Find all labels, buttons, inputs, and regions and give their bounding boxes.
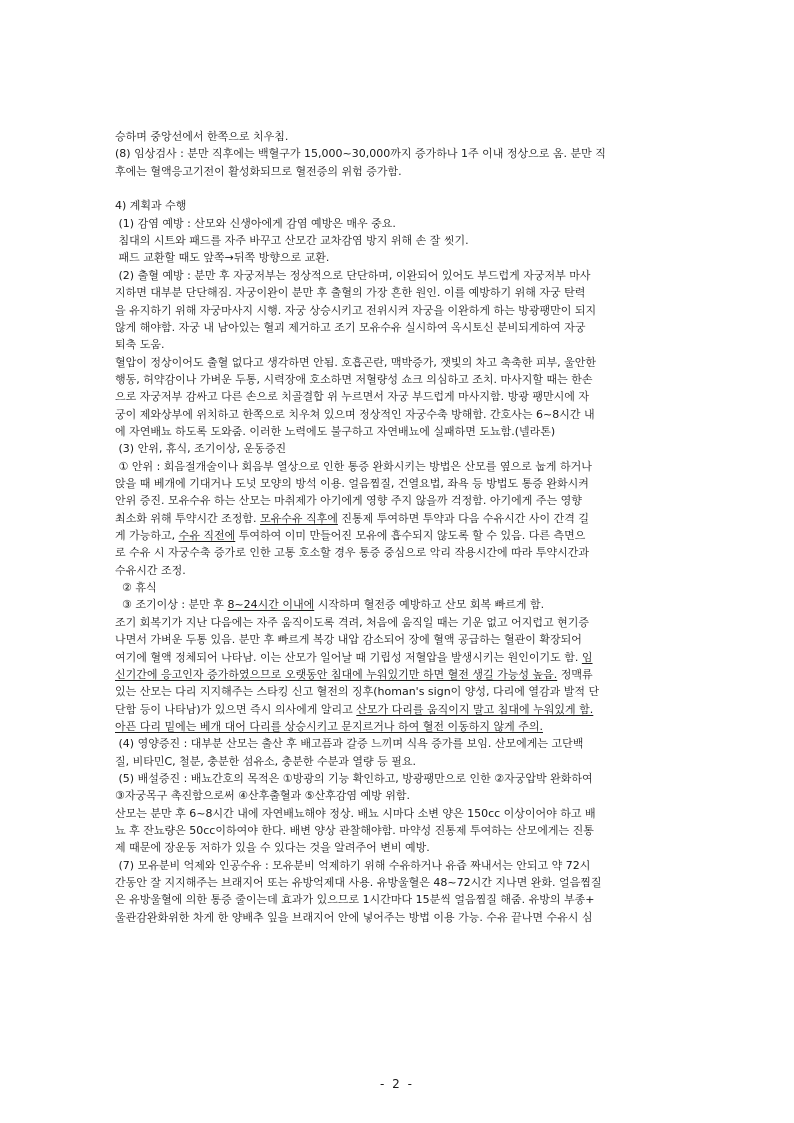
text-segment: 최소화 위해 투약시간 조정함.	[115, 511, 260, 525]
underlined-text: 임	[581, 650, 593, 664]
underlined-text: 아픈 다리 밑에는 베개 대어 다리를 상승시키고 문지르거나 하여 혈전 이동하지 않게 주의.	[115, 719, 543, 733]
text-segment: 지하면 대부분 단단해짐. 자궁이완이 분만 후 출혈의 가장 흔한 원인. 이를 예방하기 위해 자궁 탄력	[115, 286, 586, 300]
text-segment: 제 때문에 장운동 저하가 있을 수 있다는 것을 알려주어 변비 예방.	[115, 841, 430, 855]
text-line	[115, 701, 685, 718]
text-line	[115, 423, 685, 440]
text-line	[115, 388, 685, 405]
text-segment: 단함 등이 나타남)가 있으면 즉시 의사에게 알리고	[115, 702, 357, 716]
text-segment: 나면서 가벼운 두통 있음. 분만 후 빠르게 복강 내압 감소되어 장에 혈액 공급하는 혈관이 확장되어	[115, 633, 582, 647]
text-line	[115, 215, 685, 232]
text-line	[115, 197, 685, 214]
page-number: - 2 -	[380, 1077, 414, 1091]
text-segment: 안위 증진. 모유수유 하는 산모는 마취제가 아기에게 영향 주지 않을까 걱정함. 아기에게 주는 영향	[115, 494, 582, 508]
text-segment: 퇴축 도움.	[115, 338, 165, 352]
text-segment: 있는 산모는 다리 지지해주는 스타킹 신고 혈전의 징후(homan's sign이 양성, 다리에 열감과 발적 단	[115, 685, 600, 699]
text-segment: 간동안 잘 지지해주는 브래지어 또는 유방억제대 사용. 유방울혈은 48~72시간 지나면 완화. 얼음찜질	[115, 876, 602, 890]
text-segment: 로 수유 시 자궁수축 증가로 인한 고통 호소할 경우 통증 중심으로 악리 작용시간에 따라 투약시간과	[115, 546, 589, 560]
text-line	[115, 544, 685, 561]
text-segment: 진통제 투여하면 투약과 다음 수유시간 사이 간격 길	[337, 511, 590, 525]
text-segment: (8) 임상검사 : 분만 직후에는 백혈구가 15,000~30,000까지 증가하나 1주 이내 정상으로 옴. 분만 직	[115, 147, 606, 161]
text-line	[115, 163, 685, 180]
text-segment: ③ 조기이상 : 분만 후	[115, 598, 228, 612]
text-segment: 산모는 분만 후 6~8시간 내에 자연배뇨해야 정상. 배뇨 시마다 소변 양은 150cc 이상이어야 하고 배	[115, 806, 596, 820]
text-segment: 행동, 허약감이나 가벼운 두통, 시력장애 호소하면 저혈량성 쇼크 의심하고 조치. 마사지할 때는 한손	[115, 372, 593, 386]
text-line	[115, 249, 685, 266]
text-line	[115, 770, 685, 787]
text-segment: 시작하며 혈전증 예방하고 산모 회복 빠르게 함.	[314, 598, 545, 612]
text-segment: 조기 회복기가 지난 다음에는 자주 움직이도록 격려, 처음에 움직일 때는 기운 없고 어지럽고 현기증	[115, 615, 589, 629]
text-segment: (7) 모유분비 억제와 인공수유 : 모유분비 억제하기 위해 수유하거나 유즙 짜내서는 안되고 약 72시	[115, 858, 591, 872]
text-segment: 투여하여 이미 만들어진 모유에 흡수되지 않도록 할 수 있음. 다른 측면으	[235, 529, 586, 543]
text-line	[115, 510, 685, 527]
text-segment: 궁이 제와상부에 위치하고 한쪽으로 치우쳐 있으며 정상적인 자궁수축 방해함. 간호사는 6~8시간 내	[115, 407, 595, 421]
text-line	[115, 475, 685, 492]
text-line	[115, 458, 685, 475]
text-segment: 여기에 혈액 정체되어 나타남. 이는 산모가 일어날 때 기립성 저혈압을 발생시키는 원인이기도 함.	[115, 650, 582, 664]
text-line	[115, 631, 685, 648]
text-segment: 수유시간 조정.	[115, 563, 186, 577]
text-segment: 4) 계획과 수행	[115, 199, 187, 213]
text-line	[115, 232, 685, 249]
text-segment: 않게 해야함. 자궁 내 남아있는 혈괴 제거하고 조기 모유수유 실시하여 옥시토신 분비되게하여 자궁	[115, 320, 586, 334]
text-line	[115, 440, 685, 457]
underlined-text: 산모가 다리를 움직이지 말고 침대에 누워있게 함.	[356, 702, 594, 716]
text-segment: 에 자연배뇨 하도록 도와줌. 이러한 노력에도 불구하고 자연배뇨에 실패하면 도뇨함.(넬라톤)	[115, 424, 556, 438]
text-line	[115, 822, 685, 839]
text-line	[115, 302, 685, 319]
text-line	[115, 666, 685, 683]
text-segment: ③자궁목구 촉진함으로써 ④산후출혈과 ⑤산후감염 예방 위함.	[115, 789, 410, 803]
text-segment: ① 안위 : 회음절개술이나 회음부 열상으로 인한 통증 완화시키는 방법은 산모를 옆으로 눕게 하거나	[115, 459, 592, 473]
text-segment: 패드 교환할 때도 앞쪽→뒤쪽 방향으로 교환.	[115, 251, 330, 265]
text-line	[115, 492, 685, 509]
text-line	[115, 596, 685, 613]
text-line	[115, 614, 685, 631]
text-segment: 정맥류	[557, 667, 593, 681]
text-line	[115, 909, 685, 926]
text-segment: (3) 안위, 휴식, 조기이상, 운동증진	[115, 442, 287, 456]
text-segment: (5) 배설증진 : 배뇨간호의 목적은 ①방광의 기능 확인하고, 방광팽만으로 인한 ②자궁압박 완화하여	[115, 771, 593, 785]
text-line	[115, 267, 685, 284]
text-segment: 후에는 혈액응고기전이 활성화되므로 혈전증의 위험 증가함.	[115, 164, 402, 178]
text-segment: 승하며 중앙선에서 한쪽으로 치우침.	[115, 130, 289, 143]
text-segment: 혈압이 정상이어도 출혈 없다고 생각하면 안됨. 호흡곤란, 맥박증가, 잿빛의 차고 축축한 피부, 울안한	[115, 355, 596, 369]
text-segment: 울관감완화위한 차게 한 양배추 잎을 브래지어 안에 넣어주는 방법 이용 가능. 수유 끝나면 수유시 심	[115, 910, 593, 924]
text-line	[115, 857, 685, 874]
text-segment: 뇨 후 잔뇨량은 50cc이하여야 한다. 배변 양상 관찰해야함. 마약성 진통제 투여하는 산모에게는 진통	[115, 824, 594, 837]
underlined-text: 신기간에 응고인자 증가하였으므로 오랫동안 침대에 누워있기만 하면 혈전 생길 가능성 높음.	[115, 667, 558, 681]
text-segment: (2) 출혈 예방 : 분만 후 자궁저부는 정상적으로 단단하며, 이완되어 있어도 부드럽게 자궁저부 마사	[115, 268, 591, 282]
text-segment: 침대의 시트와 패드를 자주 바꾸고 산모간 교차감염 방지 위해 손 잘 씻기.	[115, 234, 469, 248]
text-segment: 게 가능하고,	[115, 529, 179, 543]
text-line	[115, 371, 685, 388]
text-line	[115, 787, 685, 804]
text-segment: 은 유방울혈에 의한 통증 줄이는데 효과가 있으므로 1시간마다 15분씩 얼음찜질 해줌. 유방의 부종+	[115, 893, 595, 907]
text-line	[115, 735, 685, 752]
text-line	[115, 718, 685, 735]
text-line	[115, 145, 685, 162]
text-segment: 앉을 때 베개에 기대거나 도넛 모양의 방석 이용. 얼음찜질, 건열요법, 좌욕 등 방법도 통증 완화시켜	[115, 477, 589, 490]
text-line	[115, 839, 685, 856]
text-line	[115, 683, 685, 700]
text-segment: (4) 영양증진 : 대부분 산모는 출산 후 배고픔과 갈증 느끼며 식욕 증가를 보임. 산모에게는 고단백	[115, 737, 584, 751]
underlined-text: 수유 직전에	[178, 529, 236, 543]
text-line	[115, 128, 685, 145]
text-line	[115, 406, 685, 423]
text-line	[115, 354, 685, 371]
text-line	[115, 753, 685, 770]
text-line	[115, 805, 685, 822]
text-segment: 으로 자궁저부 감싸고 다른 손으로 치골결합 위 누르면서 자궁 부드럽게 마사지함. 방광 팽만시에 자	[115, 390, 589, 404]
text-segment: 을 유지하기 위해 자궁마사지 시행. 자궁 상승시키고 전위시켜 자궁을 이완하게 하는 방광팽만이 되지	[115, 303, 597, 317]
text-line	[115, 336, 685, 353]
underlined-text: 모유수유 직후에	[260, 511, 338, 525]
text-line	[115, 891, 685, 908]
text-line	[115, 579, 685, 596]
text-segment: 질, 비타민C, 철분, 충분한 섬유소, 충분한 수분과 열량 등 필요.	[115, 754, 417, 768]
text-line	[115, 874, 685, 891]
text-segment: (1) 감염 예방 : 산모와 신생아에게 감염 예방은 매우 중요.	[115, 216, 396, 230]
text-line	[115, 319, 685, 336]
text-line	[115, 284, 685, 301]
text-line	[115, 649, 685, 666]
text-line	[115, 562, 685, 579]
text-segment: ② 휴식	[115, 581, 157, 595]
text-line	[115, 527, 685, 544]
underlined-text: 8~24시간 이내에	[227, 598, 315, 612]
